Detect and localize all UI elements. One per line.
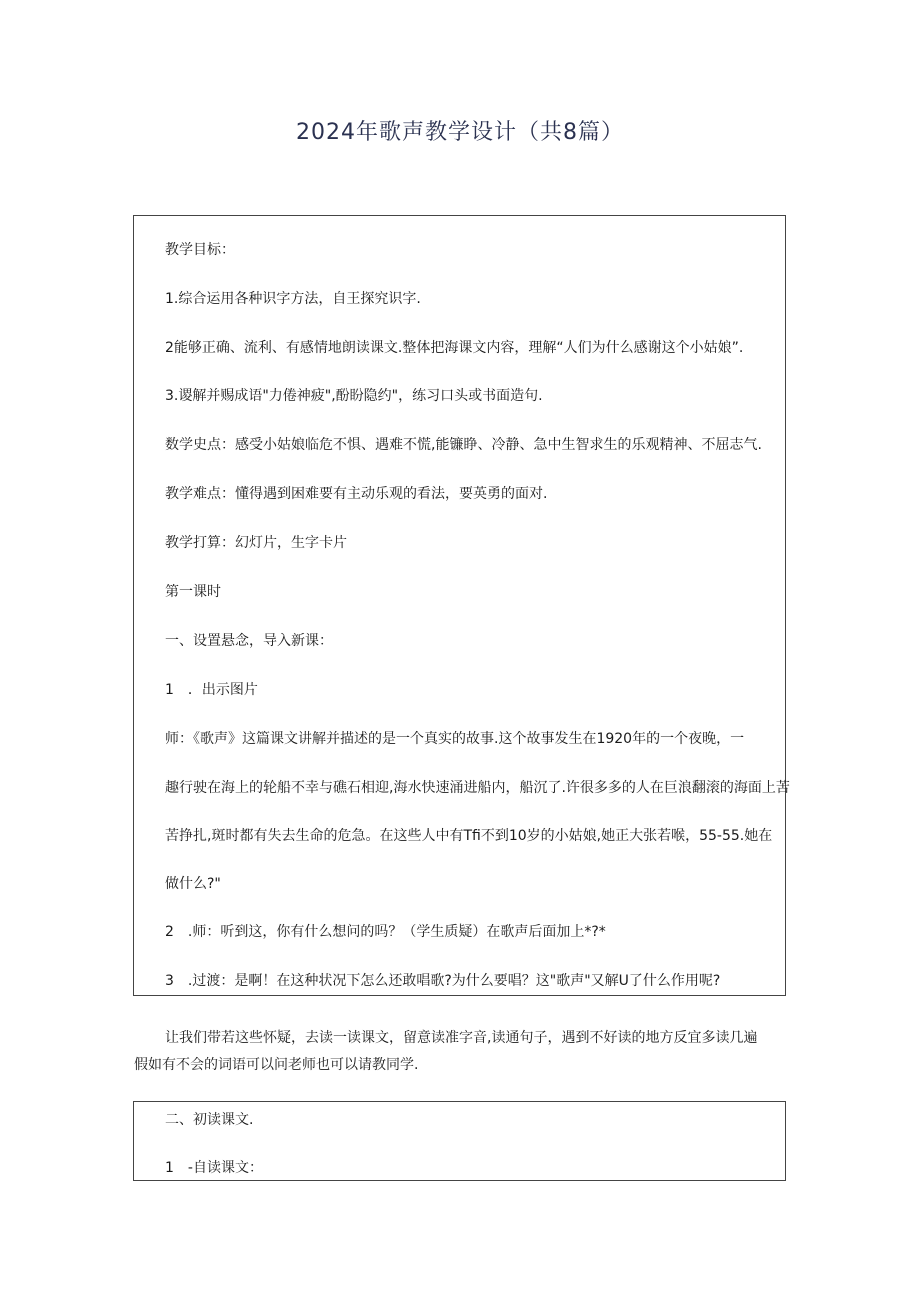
teaching-difficulty: 教学难点：懂得遇到困难要有主动乐观的看法，要英勇的面对. [165, 486, 548, 502]
teaching-key-point: 数学史点：感受小姑娘临危不惧、遇难不慌,能镰睁、冷静、急中生智求生的乐观精神、不屈志气. [165, 437, 762, 453]
teacher-story-line-3: 苦挣扎,斑时都有失去生命的危急。在这些人中有Tfi不到10岁的小姑娘,她正大张若喉，55-55.她在 [165, 828, 773, 844]
middle-paragraph-line-1: 让我们带若这些怀疑，去读一读课文，留意读准字音,读通句子，遇到不好读的地方反宜多读几遍 [165, 1030, 758, 1046]
teaching-preparation: 教学打算：幻灯片，生字卡片 [165, 535, 347, 551]
teacher-story-line-1: 师：《歌声》这篇课文讲解并描述的是一个真实的故事.这个故事发生在1920年的一个夜晚，一 [165, 731, 745, 747]
step-3: 3 .过渡：是啊！在这种状况下怎么还敢唱歌?为什么要唱？这"歌声"又解U了什么作用呢? [165, 973, 721, 989]
goal-1: 1.综合运用各种识字方法，自王探究识字. [165, 291, 421, 307]
box2-step-1: 1 -自读课文： [165, 1160, 263, 1176]
goal-2: 2能够正确、流利、有感情地朗读课文.整体把海课文内容，理解“人们为什么感谢这个小姑娘”. [165, 340, 744, 356]
section-2-heading: 二、初读课文. [165, 1112, 254, 1128]
section-1-heading: 一、设置悬念，导入新课： [165, 633, 333, 649]
middle-paragraph-line-2: 假如有不会的词语可以问老师也可以请教同学. [134, 1057, 419, 1073]
first-lesson-heading: 第一课时 [165, 584, 221, 600]
step-2: 2 .师：听到这，你有什么想问的吗？（学生质疑）在歌声后面加上*?* [165, 924, 606, 940]
teacher-story-line-2: 趣行驶在海上的轮船不幸与礁石相迎,海水快速涌进船内，船沉了.许很多多的人在巨浪翻滚的海面上苦 [165, 780, 790, 796]
goal-3: 3.谡解并赐成语"力倦神疲",酚盼隐约"，练习口头或书面造句. [165, 388, 543, 404]
teaching-goals-heading: 教学目标： [165, 242, 235, 258]
lesson-plan-box [133, 215, 786, 996]
page-title: 2024年歌声教学设计（共8篇） [296, 120, 624, 145]
teacher-story-line-4: 做什么?" [165, 876, 221, 892]
step-1: 1 ．出示图片 [165, 682, 258, 698]
